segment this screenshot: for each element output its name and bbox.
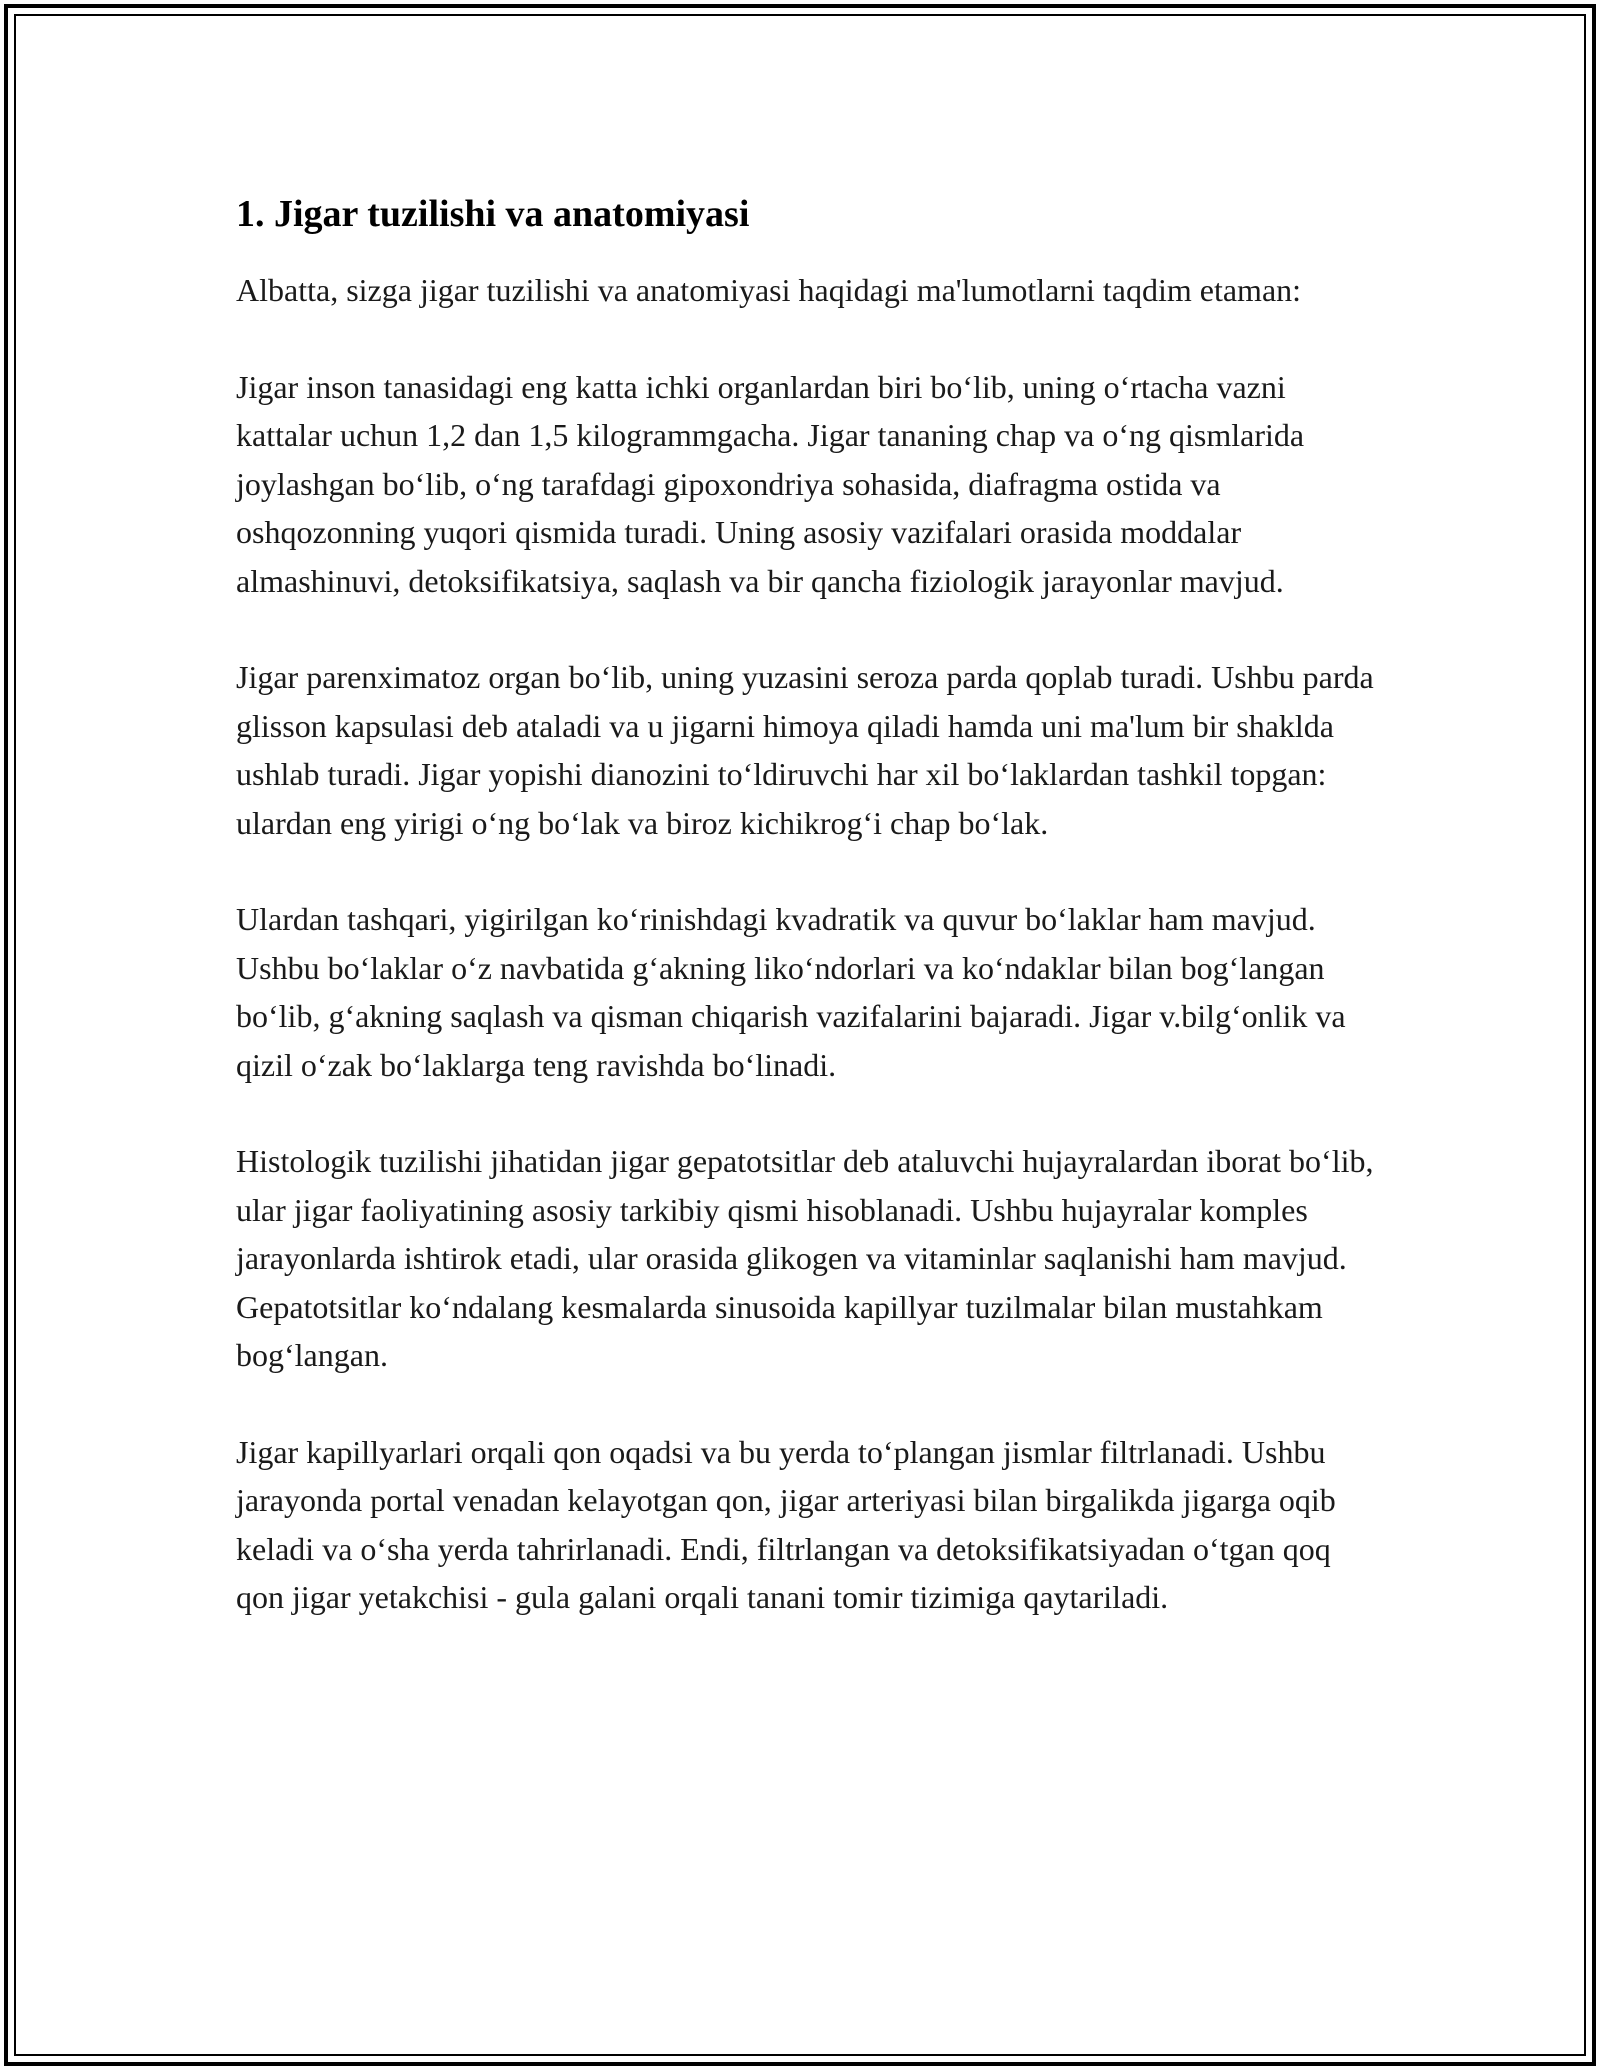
document-body bbox=[236, 186, 1376, 1670]
section-title: 1. Jigar tuzilishi va anatomiyasi bbox=[236, 193, 750, 235]
paragraph-intro: Albatta, sizga jigar tuzilishi va anatomiyasi haqidagi ma'lumotlarni taqdim etaman: bbox=[236, 272, 1302, 308]
paragraph-circulation: Jigar kapillyarlari orqali qon oqadsi va bu yerda to‘plangan jismlar filtrlanadi. Ushbu jarayonda portal venadan kelayotgan qon, jigar arteriyasi bilan birgalikda jigarga oqib keladi va o‘sha yerda tahrirlanadi. Endi, filtrlangan va detoksifikatsiyadan o‘tgan qoq qon jigar yetakchisi - gula galani orqali tanani tomir tizimiga qaytariladi. bbox=[236, 1433, 1336, 1615]
paragraph-overview: Jigar inson tanasidagi eng katta ichki organlardan biri bo‘lib, uning o‘rtacha vazni kattalar uchun 1,2 dan 1,5 kilogrammgacha. Jigar tananing chap va o‘ng qismlarida joylashgan bo‘lib, o‘ng tarafdagi gipoxondriya sohasida, diafragma ostida va oshqozonning yuqori qismida turadi. Uning asosiy vazifalari orasida moddalar almashinuvi, detoksifikatsiya, saqlash va bir qancha fiziologik jarayonlar mavjud. bbox=[236, 368, 1305, 599]
paragraph-capsule: Jigar parenximatoz organ bo‘lib, uning yuzasini seroza parda qoplab turadi. Ushbu parda glisson kapsulasi deb ataladi va u jigarni himoya qiladi hamda uni ma'lum bir shaklda ushlab turadi. Jigar yopishi dianozini to‘ldiruvchi har xil bo‘laklardan tashkil topgan: ulardan eng yirigi o‘ng bo‘lak va biroz kichikrog‘i chap bo‘lak. bbox=[236, 659, 1374, 841]
paragraph-histology: Histologik tuzilishi jihatidan jigar gepatotsitlar deb ataluvchi hujayralardan iborat bo‘lib, ular jigar faoliyatining asosiy tarkibiy qismi hisoblanadi. Ushbu hujayralar komples jarayonlarda ishtirok etadi, ular orasida glikogen va vitaminlar saqlanishi ham mavjud. Gepatotsitlar ko‘ndalang kesmalarda sinusoida kapillyar tuzilmalar bilan mustahkam bog‘langan. bbox=[236, 1143, 1374, 1373]
paragraph-lobes: Ulardan tashqari, yigirilgan ko‘rinishdagi kvadratik va quvur bo‘laklar ham mavjud. Ushbu bo‘laklar o‘z navbatida g‘akning liko‘ndorlari va ko‘ndaklar bilan bog‘langan bo‘lib, g‘akning saqlash va qisman chiqarish vazifalarini bajaradi. Jigar v.bilg‘onlik va qizil o‘zak bo‘laklarga teng ravishda bo‘linadi. bbox=[236, 901, 1346, 1083]
